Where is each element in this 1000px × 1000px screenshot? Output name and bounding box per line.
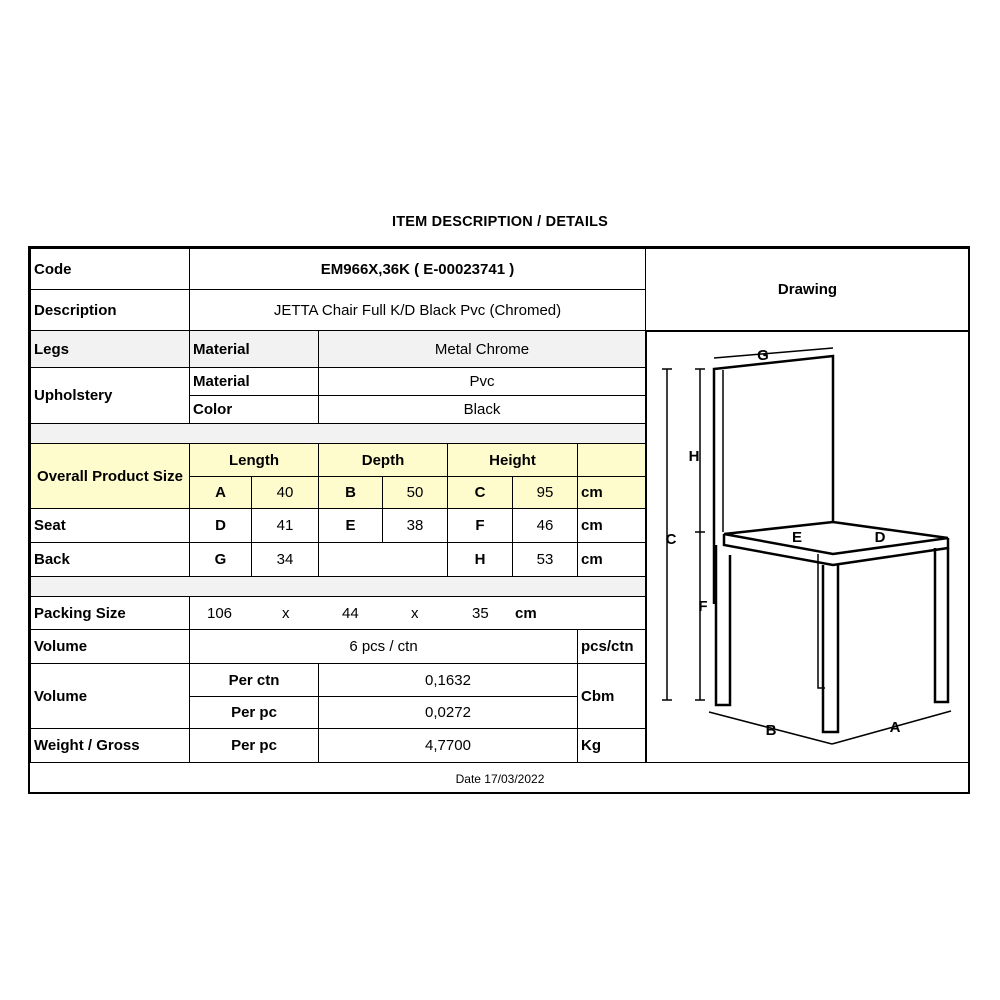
spec-sheet <box>28 246 970 794</box>
diagram-label-a: A <box>889 719 901 736</box>
per-ctn-label: Per ctn <box>189 663 319 697</box>
diagram-label-g: G <box>757 347 769 364</box>
volume-cbm-unit: Cbm <box>577 663 646 729</box>
packing-label: Packing Size <box>30 596 190 630</box>
legs-label: Legs <box>30 330 190 368</box>
packing-unit: cm <box>515 604 537 622</box>
weight-value: 4,7700 <box>318 728 578 763</box>
leg-front-right <box>935 548 948 702</box>
value-d: 41 <box>251 508 319 543</box>
code-value: EM966X,36K ( E-00023741 ) <box>189 248 646 290</box>
back-empty-cell <box>318 542 448 577</box>
volume-pcs-value: 6 pcs / ctn <box>189 629 578 664</box>
packing-height: 35 <box>472 604 489 622</box>
key-h: H <box>447 542 513 577</box>
value-a: 40 <box>251 476 319 509</box>
volume-cbm-label: Volume <box>30 663 190 729</box>
key-b: B <box>318 476 383 509</box>
packing-length: 106 <box>207 604 233 622</box>
legs-material-value: Metal Chrome <box>318 330 646 368</box>
seat-front-edge <box>724 534 948 565</box>
key-f: F <box>447 508 513 543</box>
key-d: D <box>189 508 252 543</box>
upholstery-label: Upholstery <box>30 367 190 424</box>
diagram-label-b: B <box>765 722 777 739</box>
height-header: Height <box>447 443 578 477</box>
backrest-outline <box>714 356 833 604</box>
spacer-row-2 <box>30 576 646 597</box>
per-pc-label: Per pc <box>189 696 319 729</box>
diagram-label-c: C <box>665 531 677 548</box>
weight-per-pc-label: Per pc <box>189 728 319 763</box>
dim-line-g <box>714 348 833 358</box>
back-unit: cm <box>577 542 646 577</box>
depth-header: Depth <box>318 443 448 477</box>
per-ctn-value: 0,1632 <box>318 663 578 697</box>
diagram-label-f: F <box>698 598 708 615</box>
leg-front-middle <box>823 565 838 732</box>
description-label: Description <box>30 289 190 331</box>
page-title: ITEM DESCRIPTION / DETAILS <box>392 214 608 230</box>
back-label: Back <box>30 542 190 577</box>
key-g: G <box>189 542 252 577</box>
diagram-label-d: D <box>874 529 886 546</box>
spacer-row <box>30 423 646 444</box>
volume-pcs-label: Volume <box>30 629 190 664</box>
value-c: 95 <box>512 476 578 509</box>
description-value: JETTA Chair Full K/D Black Pvc (Chromed) <box>189 289 646 331</box>
packing-width: 44 <box>342 604 359 622</box>
diagram-label-e: E <box>791 529 803 546</box>
key-e: E <box>318 508 383 543</box>
seat-top <box>724 522 948 554</box>
weight-label: Weight / Gross <box>30 728 190 763</box>
leg-front-left <box>716 545 730 705</box>
volume-pcs-unit: pcs/ctn <box>577 629 646 664</box>
weight-unit: Kg <box>577 728 646 763</box>
value-e: 38 <box>382 508 448 543</box>
drawing-area <box>646 331 970 763</box>
key-c: C <box>447 476 513 509</box>
diagram-label-h: H <box>688 448 700 465</box>
date-footer: Date 17/03/2022 <box>30 762 970 794</box>
drawing-header: Drawing <box>645 248 970 331</box>
seat-label: Seat <box>30 508 190 543</box>
overall-size-label: Overall Product Size <box>30 443 190 509</box>
packing-values-cell <box>189 596 646 630</box>
upholstery-material-value: Pvc <box>318 367 646 396</box>
code-label: Code <box>30 248 190 290</box>
value-b: 50 <box>382 476 448 509</box>
value-f: 46 <box>512 508 578 543</box>
upholstery-color-label: Color <box>189 395 319 424</box>
packing-x1: x <box>282 604 290 622</box>
upholstery-material-label: Material <box>189 367 319 396</box>
legs-material-label: Material <box>189 330 319 368</box>
value-g: 34 <box>251 542 319 577</box>
seat-unit: cm <box>577 508 646 543</box>
length-header: Length <box>189 443 319 477</box>
key-a: A <box>189 476 252 509</box>
unit-header <box>577 443 646 477</box>
packing-x2: x <box>411 604 419 622</box>
per-pc-value: 0,0272 <box>318 696 578 729</box>
value-h: 53 <box>512 542 578 577</box>
overall-unit: cm <box>577 476 646 509</box>
chair-diagram <box>647 332 971 764</box>
upholstery-color-value: Black <box>318 395 646 424</box>
